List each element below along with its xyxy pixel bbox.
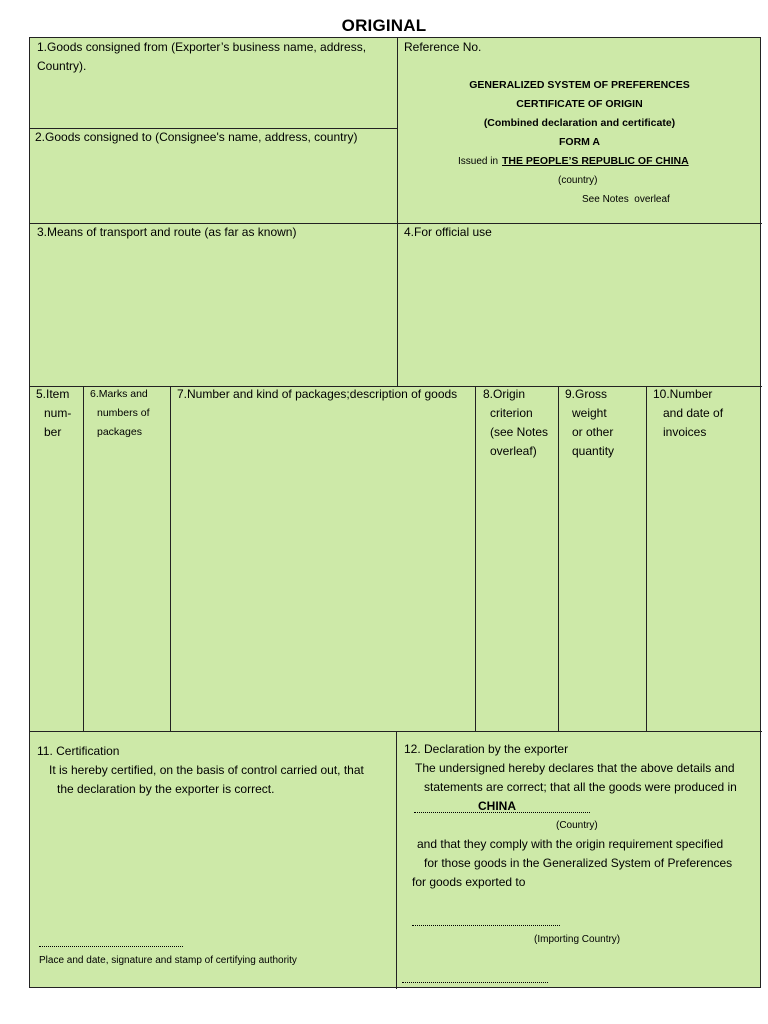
- box12-title: 12. Declaration by the exporter: [404, 742, 569, 756]
- col10-header: and date of: [663, 406, 724, 420]
- col5-header: 5.Item: [36, 387, 70, 401]
- box1-label: 1.Goods consigned from (Exporter’s business name, address,: [37, 40, 367, 54]
- box11-footer: Place and date, signature and stamp of certifying authority: [39, 955, 297, 966]
- box4-label: 4.For official use: [404, 225, 492, 239]
- box11-title: 11. Certification: [37, 744, 120, 758]
- country-note: (Country): [556, 820, 598, 831]
- col8-header: overleaf): [490, 444, 537, 458]
- issued-in-label: Issued in: [458, 156, 499, 167]
- see-notes-label: See Notes overleaf: [582, 194, 670, 205]
- divider: [558, 386, 559, 731]
- box2-label: 2.Goods consigned to (Consignee's name, address, country): [35, 130, 358, 144]
- col9-header: quantity: [572, 444, 615, 458]
- col5-header: ber: [44, 425, 62, 439]
- divider: [83, 386, 84, 731]
- gsp-heading: GENERALIZED SYSTEM OF PREFERENCES: [469, 79, 690, 91]
- col8-header: 8.Origin: [483, 387, 526, 401]
- signature-line: [39, 946, 183, 947]
- col8-header: criterion: [490, 406, 533, 420]
- col7-header: 7.Number and kind of packages;description of goods: [177, 387, 458, 401]
- box3-label: 3.Means of transport and route (as far as known): [37, 225, 297, 239]
- box11-text: the declaration by the exporter is correct.: [57, 782, 275, 796]
- importing-country-line: [412, 925, 560, 926]
- reference-label: Reference No.: [404, 40, 482, 54]
- document-title: ORIGINAL: [341, 16, 427, 35]
- col8-header: (see Notes: [490, 425, 549, 439]
- country-note: (country): [558, 175, 598, 186]
- box12-text: and that they comply with the origin requirement specified: [417, 837, 724, 851]
- col6-header: 6.Marks and: [90, 388, 148, 400]
- issued-country: THE PEOPLE’S REPUBLIC OF CHINA: [502, 155, 689, 167]
- divider: [170, 386, 171, 731]
- box12-text: for those goods in the Generalized System of Preferences: [424, 856, 733, 870]
- col6-header: numbers of: [97, 407, 150, 419]
- col5-header: num-: [44, 406, 72, 420]
- certificate-heading: CERTIFICATE OF ORIGIN: [516, 98, 643, 110]
- col10-header: 10.Number: [653, 387, 713, 401]
- box12-text: The undersigned hereby declares that the above details and: [415, 761, 735, 775]
- divider: [396, 731, 397, 989]
- box12-text: for goods exported to: [412, 875, 526, 889]
- col6-header: packages: [97, 426, 142, 438]
- signature-line: [402, 982, 548, 983]
- col10-header: invoices: [663, 425, 707, 439]
- produced-country: CHINA: [478, 799, 516, 813]
- box11-text: It is hereby certified, on the basis of control carried out, that: [49, 763, 364, 777]
- divider: [475, 386, 476, 731]
- col9-header: weight: [572, 406, 607, 420]
- importing-country-note: (Importing Country): [534, 934, 621, 945]
- divider: [646, 386, 647, 731]
- combined-heading: (Combined declaration and certificate): [483, 117, 676, 129]
- certificate-form: [29, 37, 761, 988]
- form-a-heading: FORM A: [558, 136, 601, 148]
- col9-header: 9.Gross: [565, 387, 608, 401]
- box12-text: statements are correct; that all the goods were produced in: [424, 780, 737, 794]
- box1-label-cont: Country).: [37, 59, 87, 73]
- col9-header: or other: [572, 425, 614, 439]
